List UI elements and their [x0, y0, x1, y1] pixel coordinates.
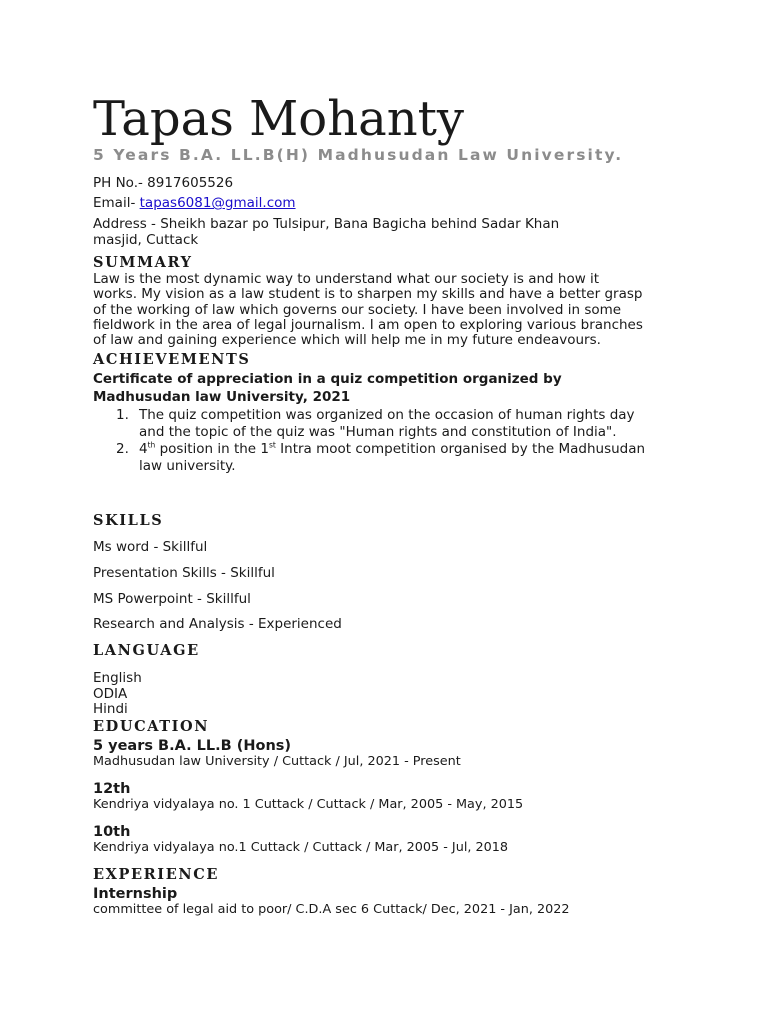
skills-heading: SKILLS — [93, 512, 164, 529]
email-link[interactable]: tapas6081@gmail.com — [139, 195, 296, 211]
language-item: Hindi — [93, 701, 128, 717]
achievement-item-line: The quiz competition was organized on the occasion of human rights day — [139, 407, 635, 423]
language-item: English — [93, 670, 142, 686]
experience-heading: EXPERIENCE — [93, 866, 219, 883]
email-line — [93, 195, 296, 211]
address-line-2: masjid, Cuttack — [93, 232, 199, 248]
education-detail: Madhusudan law University / Cuttack / Jul, 2021 - Present — [93, 754, 461, 769]
language-item: ODIA — [93, 686, 128, 702]
experience-title: Internship — [93, 886, 178, 902]
education-detail: Kendriya vidyalaya no.1 Cuttack / Cuttack / Mar, 2005 - Jul, 2018 — [93, 840, 509, 855]
ordinal-number: 4 — [139, 441, 148, 457]
summary-line: Law is the most dynamic way to understand what our society is and how it — [93, 271, 600, 287]
education-title: 12th — [93, 781, 131, 797]
skill-item: Ms word - Skillful — [93, 539, 208, 555]
summary-heading: SUMMARY — [93, 254, 193, 271]
education-title: 5 years B.A. LL.B (Hons) — [93, 738, 292, 754]
achievement-item-line: law university. — [139, 458, 236, 474]
skill-item: Research and Analysis - Experienced — [93, 616, 342, 632]
summary-text — [93, 272, 683, 348]
email-label: Email- — [93, 195, 140, 211]
education-heading: EDUCATION — [93, 718, 210, 735]
achievement-item-line — [139, 441, 684, 458]
degree-subtitle: 5 Years B.A. LL.B(H) Madhusudan Law University. — [93, 146, 624, 164]
skill-item: MS Powerpoint - Skillful — [93, 591, 251, 607]
summary-line: works. My vision as a law student is to sharpen my skills and have a better grasp — [93, 286, 643, 303]
ordinal-suffix: th — [147, 440, 156, 450]
language-heading: LANGUAGE — [93, 642, 200, 659]
achievement-item-line: and the topic of the quiz was "Human rights and constitution of India". — [139, 424, 617, 440]
ordinal-suffix: st — [269, 440, 276, 450]
achievement-text: Intra moot competition organised by the Madhusudan — [275, 441, 646, 457]
summary-line: of law and gaining experience which will help me in my future endeavours. — [93, 332, 601, 349]
summary-line: of the working of law which governs our society. I have been involved in some — [93, 301, 622, 318]
achievement-title-line-1: Certificate of appreciation in a quiz competition organized by — [93, 371, 562, 387]
education-detail: Kendriya vidyalaya no. 1 Cuttack / Cuttack / Mar, 2005 - May, 2015 — [93, 797, 524, 812]
experience-detail: committee of legal aid to poor/ C.D.A sec 6 Cuttack/ Dec, 2021 - Jan, 2022 — [93, 902, 570, 917]
achievement-title-line-2: Madhusudan law University, 2021 — [93, 389, 351, 405]
phone-line: PH No.- 8917605526 — [93, 175, 234, 191]
education-title: 10th — [93, 824, 131, 840]
achievement-text: position in the 1 — [155, 441, 269, 457]
list-number: 1. — [116, 407, 129, 423]
summary-line: fieldwork in the area of legal journalism. I am open to exploring various branches — [93, 316, 643, 333]
achievements-heading: ACHIEVEMENTS — [93, 351, 251, 368]
list-number: 2. — [116, 441, 129, 457]
address-line-1: Address - Sheikh bazar po Tulsipur, Bana Bagicha behind Sadar Khan — [93, 216, 560, 232]
candidate-name: Tapas Mohanty — [93, 91, 465, 147]
skill-item: Presentation Skills - Skillful — [93, 565, 275, 581]
